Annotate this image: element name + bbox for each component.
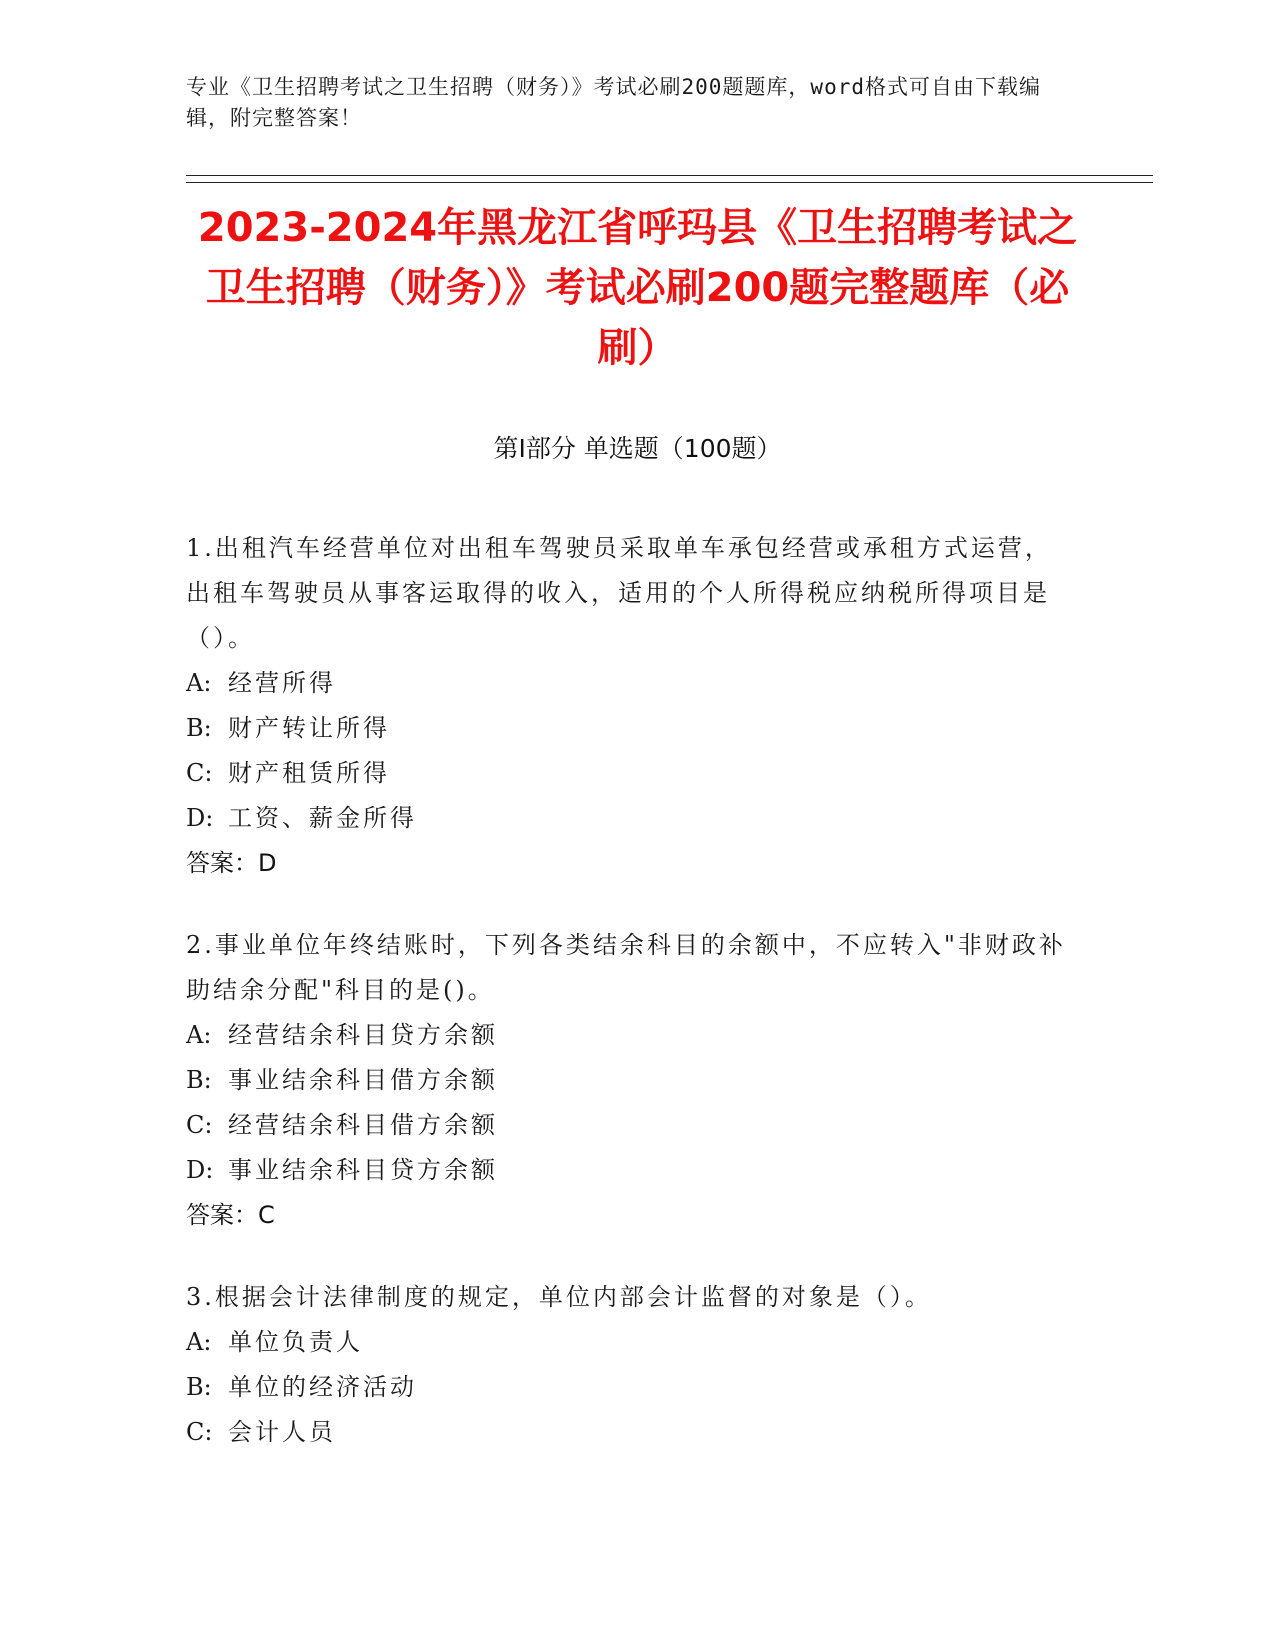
header-divider-top (186, 175, 1153, 176)
option-c (186, 751, 1066, 796)
option-letter: B: (186, 1066, 212, 1094)
option-letter: A: (186, 669, 212, 697)
option-a (186, 1320, 1066, 1365)
option-letter: A: (186, 1021, 212, 1049)
answer-text: 答案：D (186, 849, 277, 877)
option-letter: A: (186, 1328, 212, 1356)
option-text: 财产转让所得 (228, 714, 390, 742)
option-c (186, 1103, 1066, 1148)
question-text: 1.出租汽车经营单位对出租车驾驶员采取单车承包经营或承租方式运营，出租车驾驶员从事客运取得的收入，适用的个人所得税应纳税所得项目是（）。 (186, 534, 1052, 652)
option-text: 事业结余科目贷方余额 (228, 1156, 498, 1184)
answer-text: 答案：C (186, 1201, 275, 1229)
document-title: 2023-2024年黑龙江省呼玛县《卫生招聘考试之卫生招聘（财务）》考试必刷200题完整题库（必刷） (197, 205, 1078, 371)
option-letter: D: (186, 804, 214, 832)
question-text: 2.事业单位年终结账时，下列各类结余科目的余额中，不应转入"非财政补助结余分配"科目的是()。 (186, 931, 1066, 1004)
option-a (186, 661, 1066, 706)
question-list (186, 526, 1066, 1492)
question-3 (186, 1275, 1066, 1455)
option-letter: C: (186, 1418, 213, 1446)
option-text: 财产租赁所得 (228, 759, 390, 787)
option-text: 经营所得 (228, 669, 336, 697)
option-letter: B: (186, 1373, 212, 1401)
option-b (186, 706, 1066, 751)
option-text: 工资、薪金所得 (228, 804, 417, 832)
option-b (186, 1058, 1066, 1103)
option-text: 会计人员 (228, 1418, 336, 1446)
option-text: 单位的经济活动 (228, 1373, 417, 1401)
option-letter: B: (186, 714, 212, 742)
header-note: 专业《卫生招聘考试之卫生招聘（财务）》考试必刷200题题库，word格式可自由下载编辑，附完整答案！ (186, 75, 1041, 130)
option-d (186, 796, 1066, 841)
header-divider-bottom (186, 182, 1153, 183)
question-1 (186, 526, 1066, 886)
option-text: 事业结余科目借方余额 (228, 1066, 498, 1094)
option-b (186, 1365, 1066, 1410)
option-d (186, 1148, 1066, 1193)
question-2 (186, 923, 1066, 1238)
option-letter: C: (186, 759, 213, 787)
option-text: 经营结余科目借方余额 (228, 1111, 498, 1139)
option-a (186, 1013, 1066, 1058)
option-c (186, 1410, 1066, 1455)
option-text: 单位负责人 (228, 1328, 363, 1356)
option-letter: D: (186, 1156, 214, 1184)
section-title: 第I部分 单选题（100题） (493, 434, 782, 463)
question-text: 3.根据会计法律制度的规定，单位内部会计监督的对象是（）。 (186, 1283, 932, 1311)
option-text: 经营结余科目贷方余额 (228, 1021, 498, 1049)
option-letter: C: (186, 1111, 213, 1139)
